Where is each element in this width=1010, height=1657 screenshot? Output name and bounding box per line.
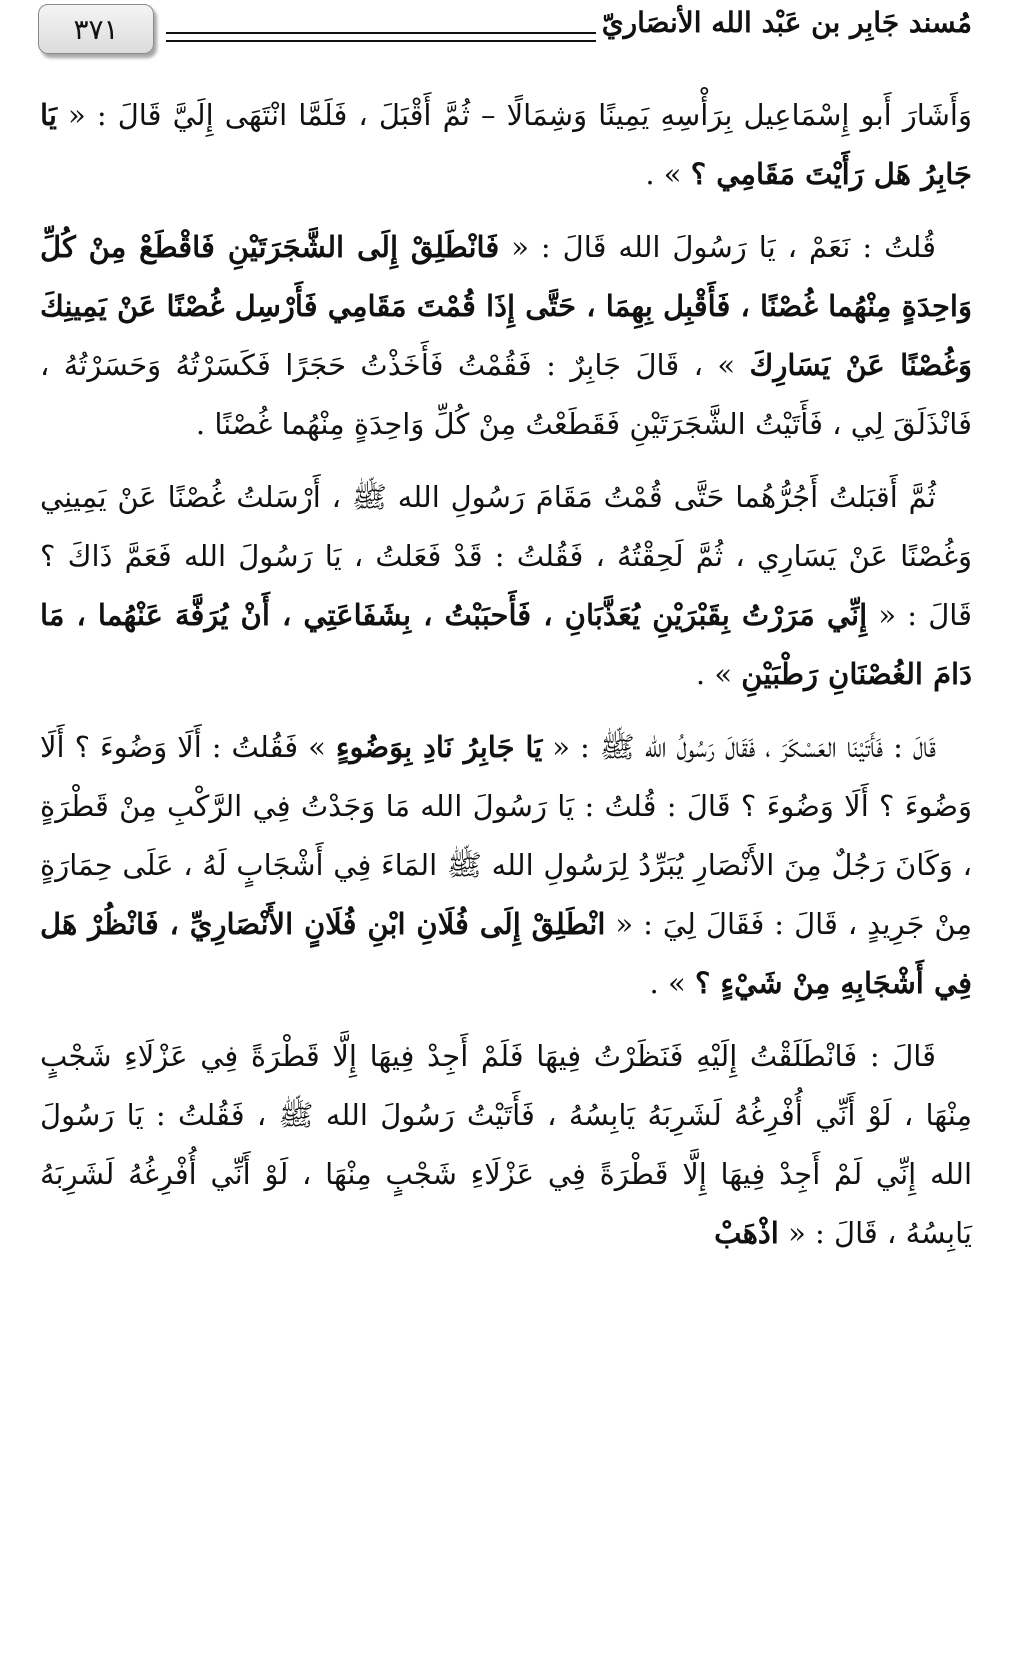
paragraph xyxy=(40,468,972,704)
paragraph xyxy=(40,86,972,204)
header-rule-bottom xyxy=(166,40,596,42)
hadith-quote-text: يَا جَابِرُ هَل رَأَيْتَ مَقَامِي ؟ xyxy=(40,98,972,191)
narration-text: » . xyxy=(695,657,742,691)
hadith-quote-text: اذْهَبْ xyxy=(714,1216,779,1250)
header-rule-top xyxy=(166,32,596,34)
hadith-quote-text: إِنِّي مَرَرْتُ بِقَبْرَيْنِ يُعَذَّبَانِ ، فَأَحبَبْتُ ، بِشَفَاعَتِي ، أَنْ يُرَفَّهَ عَنْهُما ، مَا دَامَ الغُصْنَانِ رَطْبَيْنِ xyxy=(40,598,972,691)
hadith-quote-text: يَا جَابِرُ نَادِ بِوَضُوءٍ xyxy=(335,730,543,764)
narration-text: » فَقُلتُ : أَلَا وَضُوءَ ؟ أَلَا وَضُوءَ ؟ أَلَا وَضُوءَ ؟ قَالَ : قُلتُ : يَا رَسُولَ الله مَا وَجَدْتُ فِي الرَّكْبِ مِنْ قَطْرَةٍ ، وَكَانَ رَجُلٌ مِنَ الأَنْصَارِ يُبَرِّدُ لِرَسُولِ الله ﷺ المَاءَ فِي أَشْجَابٍ لَهُ ، عَلَى حِمَارَةٍ مِنْ جَرِيدٍ ، قَالَ : فَقَالَ لِيَ : « xyxy=(40,730,973,941)
hadith-quote-text: انْطَلِقْ إِلَى فُلَانِ ابْنِ فُلَانٍ الأَنْصَارِيِّ ، فَانْظُرْ هَل فِي أَشْجَابِهِ مِنْ شَيْءٍ ؟ xyxy=(40,907,972,1000)
narration-text: وَأَشَارَ أَبو إِسْمَاعِيل بِرَأْسِهِ يَمِينًا وَشِمَالًا – ثُمَّ أَقْبَلَ ، فَلَمَّا انْتَهَى إِلَيَّ قَالَ : « xyxy=(56,98,972,132)
page-header xyxy=(38,0,972,66)
narration-text: قَالَ : فَانْطَلَقْتُ إِلَيْهِ فَنَظَرْتُ فِيهَا فَلَمْ أَجِدْ فِيهَا إِلَّا قَطْرَةً فِي عَزْلَاءِ شَجْبٍ مِنْهَا ، لَوْ أَنِّي أُفْرِغُهُ لَشَرِبَهُ يَابِسُهُ ، فَأَتَيْتُ رَسُولَ الله ﷺ ، فَقُلتُ : يَا رَسُولَ الله إِنِّي لَمْ أَجِدْ فِيهَا إِلَّا قَطْرَةً فِي عَزْلَاءِ شَجْبٍ مِنْهَا ، لَوْ أَنِّي أُفْرِغُهُ لَشَرِبَهُ يَابِسُهُ ، قَالَ : « xyxy=(40,1039,972,1250)
narration-text: قُلتُ : نَعَمْ ، يَا رَسُولَ الله قَالَ : « xyxy=(499,230,937,264)
narration-text: » ، قَالَ جَابِرٌ : فَقُمْتُ فَأَخَذْتُ حَجَرًا فَكَسَرْتُهُ وَحَسَرْتُهُ ، فَانْذَلَقَ لِي ، فَأَتَيْتُ الشَّجَرَتَيْنِ فَقَطَعْتُ مِنْ كُلِّ وَاحِدَةٍ مِنْهُما غُصْنًا . xyxy=(40,348,972,441)
paragraph xyxy=(40,1027,972,1263)
paragraph xyxy=(40,218,972,454)
narration-text: ثُمَّ أَقبَلتُ أَجُرُّهُما حَتَّى قُمْتُ مَقَامَ رَسُولِ الله ﷺ ، أَرْسَلتُ غُصْنًا عَنْ يَمِينِي وَغُصْنًا عَنْ يَسَارِي ، ثُمَّ لَحِقْتُهُ ، فَقُلتُ : قَدْ فَعَلتُ ، يَا رَسُولَ الله فَعَمَّ ذَاكَ ؟ قَالَ : « xyxy=(40,480,973,632)
narration-text: » . xyxy=(645,157,691,191)
paragraph xyxy=(40,718,972,1013)
running-title: مُسند جَابِر بن عَبْد الله الأنصَاريّ xyxy=(601,6,972,39)
narration-text: قَالَ : فَأَتَيْنَا العَسْكَرَ ، فَقَالَ رَسُولُ الله ﷺ : « xyxy=(542,730,936,764)
narration-text: » . xyxy=(649,966,695,1000)
hadith-quote-text: فَانْطَلِقْ إِلَى الشَّجَرَتَيْنِ فَاقْطَعْ مِنْ كُلِّ وَاحِدَةٍ مِنْهُما غُصْنًا ، فَأَقْبِل بِهِمَا ، حَتَّى إِذَا قُمْتَ مَقَامِي فَأَرْسِل غُصْنًا عَنْ يَمِينِكَ وَغُصْنًا عَنْ يَسَارِكَ xyxy=(40,230,972,382)
body-text xyxy=(40,86,972,1277)
page-number-badge: ٣٧١ xyxy=(38,4,154,54)
